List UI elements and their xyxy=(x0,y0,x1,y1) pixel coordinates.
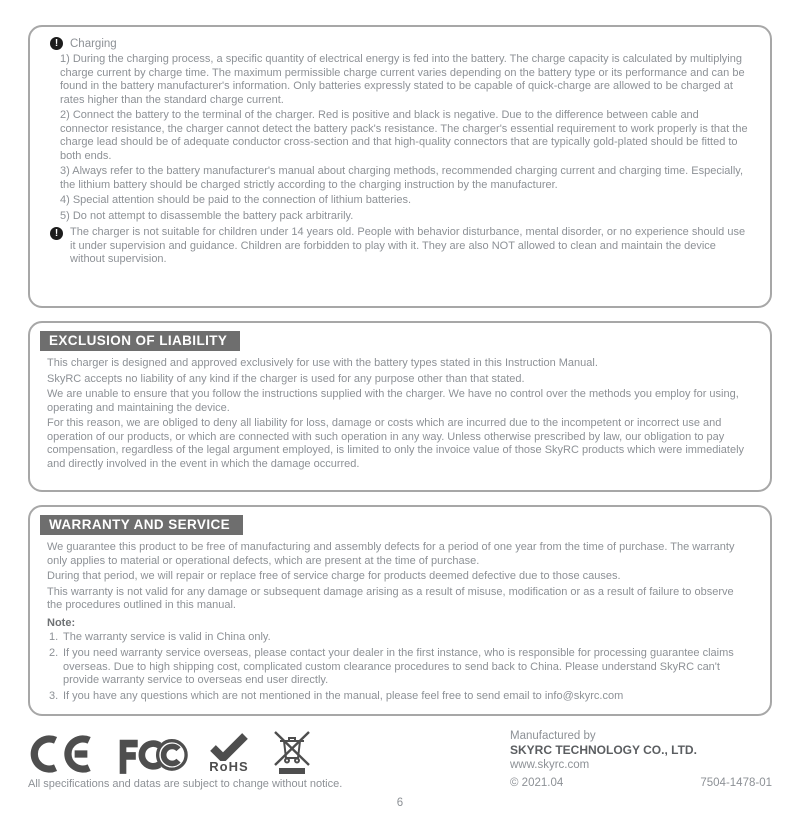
charging-heading-row xyxy=(50,37,750,50)
charging-paragraph: 3) Always refer to the battery manufacturer's manual about charging methods, recommended charging current and charging time. Especially, the lithium battery should be charged strictly according to the charging instruction by the manufacturer. xyxy=(60,165,744,191)
note-item xyxy=(49,631,748,645)
ce-mark-icon xyxy=(28,734,94,774)
note-number: 2. xyxy=(49,647,59,659)
warranty-section-title: WARRANTY AND SERVICE xyxy=(40,515,243,535)
weee-mark-icon xyxy=(270,728,314,774)
liability-paragraph: This charger is designed and approved exclusively for use with the battery types stated in this Instruction Manual. xyxy=(47,357,598,369)
warning-icon: ! xyxy=(50,227,63,240)
warranty-paragraph: During that period, we will repair or replace free of service charge for products deemed defective due to those causes. xyxy=(47,570,621,582)
fcc-mark-icon xyxy=(114,734,188,774)
manufactured-by-label: Manufactured by xyxy=(510,730,596,742)
warning-icon: ! xyxy=(50,37,63,50)
rohs-label: RoHS xyxy=(209,759,249,774)
certification-marks-row xyxy=(28,728,458,774)
page-footer xyxy=(28,728,772,790)
liability-paragraph: We are unable to ensure that you follow the instructions supplied with the charger. We have no control over the methods you employ for using, operating and maintaining the device. xyxy=(47,388,739,414)
liability-paragraph: For this reason, we are obliged to deny all liability for loss, damage or costs which are incurred due to the incompetent or incorrect use and operation of our products, or which are connected with such operation in any way. Unless otherwise prescribed by law, our obligation to pay compensation, regardless of the legal argument employed, is limited to only the invoice value of those SkyRC products which were immediately and directly involved in the event in which the damage occurred. xyxy=(47,417,745,470)
manual-page xyxy=(0,25,800,825)
company-name: SKYRC TECHNOLOGY CO., LTD. xyxy=(510,743,697,757)
charging-heading: Charging xyxy=(70,37,117,50)
manufacturer-block xyxy=(510,728,772,790)
charging-paragraph: 1) During the charging process, a specific quantity of electrical energy is fed into the battery. The charge capacity is calculated by multiplying charge current by charge time. The maximum permissible charge current varies depending on the battery type or its performance and can be found in the battery manufacturer's information. Only batteries expressly stated to be capable of quick-charge are allowed to be charged at rates higher than the standard charge current. xyxy=(60,53,745,106)
note-number: 1. xyxy=(49,631,59,643)
rohs-mark-icon xyxy=(208,733,250,774)
note-item xyxy=(49,690,748,704)
charging-paragraph: 5) Do not attempt to disassemble the battery pack arbitrarily. xyxy=(60,209,354,222)
part-number: 7504-1478-01 xyxy=(700,777,772,789)
child-safety-warning xyxy=(50,226,750,267)
copyright-date: © 2021.04 xyxy=(510,777,564,789)
certification-marks-block xyxy=(28,728,458,790)
charging-paragraph: 4) Special attention should be paid to the connection of lithium batteries. xyxy=(60,194,412,206)
charging-section xyxy=(28,25,772,308)
note-label: Note: xyxy=(47,616,76,629)
note-text: The warranty service is valid in China only. xyxy=(63,631,271,643)
specifications-disclaimer: All specifications and datas are subject to change without notice. xyxy=(28,778,343,790)
child-safety-text: The charger is not suitable for children under 14 years old. People with behavior disturbance, mental disorder, or no experience should use it under supervision and guidance. Children are forbidden to play with it. They are also NOT allowed to clean and maintain the device without supervision. xyxy=(70,226,746,265)
warranty-paragraph: This warranty is not valid for any damage or subsequent damage arising as a result of misuse, modification or as a result of failure to observe the procedures outlined in this manual. xyxy=(47,585,734,611)
company-website: www.skyrc.com xyxy=(510,759,590,771)
charging-paragraph: 2) Connect the battery to the terminal of the charger. Red is positive and black is negative. Due to the difference between cable and connector resistance, the charger cannot detect the battery pack's resistance. The charger's essential requirement to work properly is that the charge lead should be of adequate conductor cross-section and that high-quality connectors that are typically gold-plated should be fitted to both ends. xyxy=(60,109,748,162)
note-text: If you have any questions which are not mentioned in the manual, please feel free to send email to info@skyrc.com xyxy=(63,690,624,702)
note-number: 3. xyxy=(49,690,59,702)
page-number: 6 xyxy=(396,797,404,809)
copyright-row xyxy=(510,776,772,790)
warranty-paragraph: We guarantee this product to be free of manufacturing and assembly defects for a period of one year from the time of purchase. The warranty only applies to material or operational defects, which are present at the time of purchase. xyxy=(47,541,735,567)
warranty-section xyxy=(28,505,772,716)
liability-paragraph: SkyRC accepts no liability of any kind if the charger is used for any purpose other than that stated. xyxy=(47,372,525,385)
liability-section-title: EXCLUSION OF LIABILITY xyxy=(40,331,240,351)
liability-section xyxy=(28,321,772,492)
note-text: If you need warranty service overseas, please contact your dealer in the first instance, who is responsible for processing guarantee claims overseas. Due to high shipping cost, complicated custom clearance procedures to send back to China. Please understand SkyRC can't provide warranty service to overseas end user directly. xyxy=(63,647,734,686)
note-item xyxy=(49,647,748,688)
